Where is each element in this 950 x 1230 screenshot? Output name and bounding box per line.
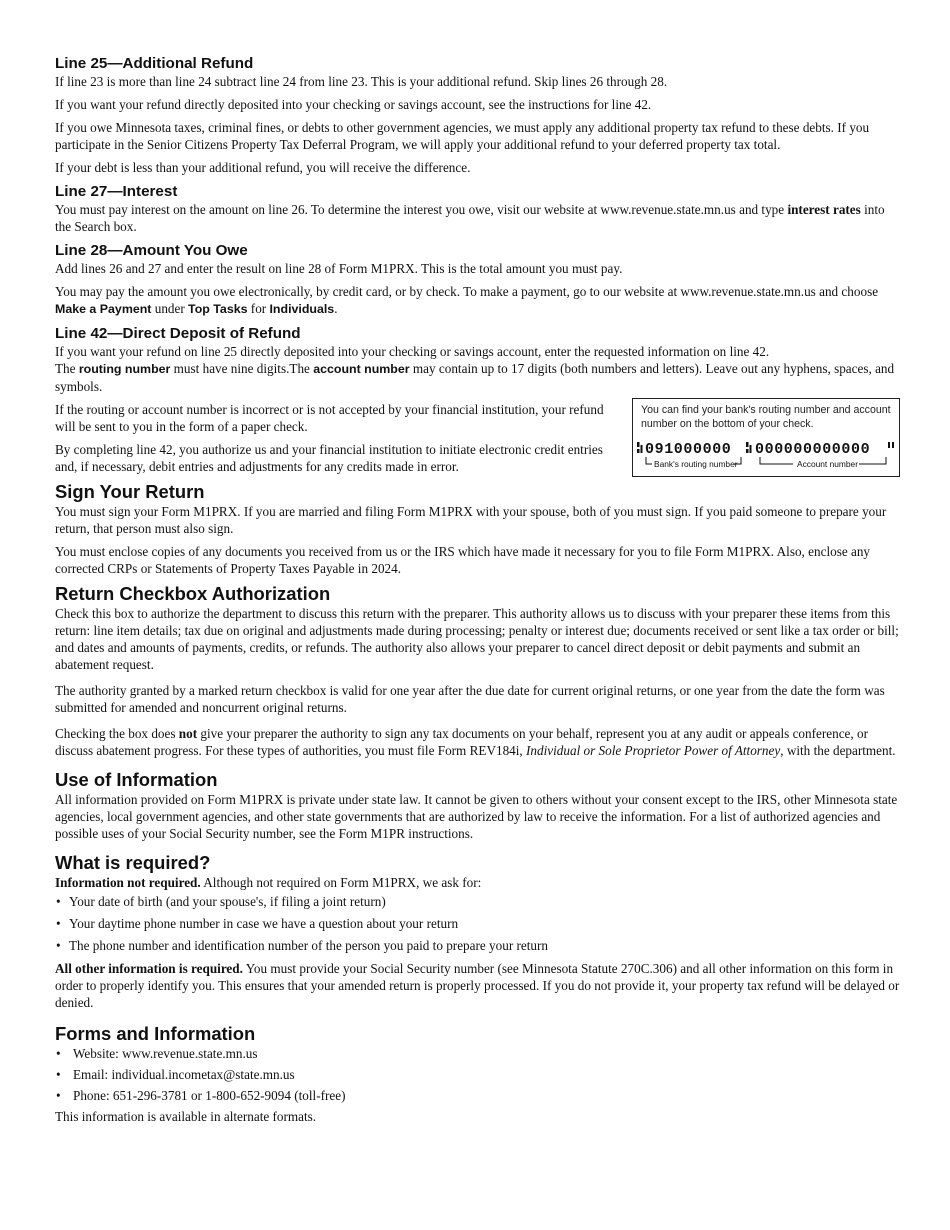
line42-paragraph-2: The routing number must have nine digits.The account number may contain up to 17 digits (both numbers and letters). Leave out any hyphens, spaces, and symbols.	[55, 361, 895, 394]
required-other-info: All other information is required. You must provide your Social Security number (see Minnesota Statute 270C.306) and all other information on this form in order to properly identify you. This ensures that your amended return is properly processed. If you do not provide it, your property tax refund will be delayed or denied.	[55, 961, 900, 1010]
checkbox-paragraph-1: Check this box to authorize the department to discuss this return with the preparer. This authority allows us to discuss with your preparer these items from this return: line item details; tax due on original and adjustments made during processing; penalty or interest due; documents received or sent like a tax order or bill; and dates and amounts of payments, credits, or refunds. The authority also allows your preparer to cancel direct deposit or debit payments and submit an abatement request.	[55, 606, 899, 672]
forms-list	[55, 1045, 903, 1104]
email-item: • Email: individual.incometax@state.mn.us	[55, 1066, 903, 1083]
what-is-required-heading: What is required?	[55, 852, 211, 873]
line25-paragraph-4: If your debt is less than your additional refund, you will receive the difference.	[55, 160, 471, 175]
list-item: • Your daytime phone number in case we have a question about your return	[55, 915, 903, 932]
line28-paragraph-1: Add lines 26 and 27 and enter the result on line 28 of Form M1PRX. This is the total amount you must pay.	[55, 261, 623, 276]
alternate-formats-note: This information is available in alternate formats.	[55, 1109, 317, 1124]
line25-paragraph-2: If you want your refund directly deposited into your checking or savings account, see the instructions for line 42.	[55, 97, 652, 112]
phone-item: • Phone: 651-296-3781 or 1-800-652-9094 (toll-free)	[55, 1087, 903, 1104]
routing-number-digits: 091000000	[645, 441, 732, 458]
line27-heading: Line 27—Interest	[55, 183, 178, 200]
check-example-box	[632, 398, 900, 477]
line42-paragraph-1: If you want your refund on line 25 directly deposited into your checking or savings account, enter the requested information on line 42.	[55, 344, 770, 359]
instructions-page	[55, 54, 903, 1131]
account-number-digits: 000000000000	[755, 441, 871, 458]
line25-paragraph-1: If line 23 is more than line 24 subtract line 24 from line 23. This is your additional refund. Skip lines 26 through 28.	[55, 74, 668, 89]
list-item: • The phone number and identification number of the person you paid to prepare your return	[55, 937, 903, 954]
micr-on-us-symbol	[888, 442, 894, 448]
checkbox-paragraph-3: Checking the box does not give your preparer the authority to sign any tax documents on your behalf, represent you at any audit or appeals conference, or discuss abatement progress. For these types of authorities, you must file Form REV184i, Individual or Sole Proprietor Power of Attorney, with the department.	[55, 726, 896, 758]
use-paragraph-1: All information provided on Form M1PRX is private under state law. It cannot be given to others without your consent except to the IRS, other Minnesota state agencies, local government agencies, and other state governments that are authorized by law to receive the information. For a list of authorized agencies and possible uses of your Social Security number, see the Form M1PR instructions.	[55, 792, 898, 841]
checkbox-paragraph-2: The authority granted by a marked return checkbox is valid for one year after the due date for current original returns, or one year from the date the form was submitted for amended and noncurrent original returns.	[55, 683, 885, 715]
sign-paragraph-1: You must sign your Form M1PRX. If you are married and filing Form M1PRX with your spouse, both of you must sign. If you paid someone to prepare your return, that person must also sign.	[55, 504, 887, 536]
required-list	[55, 893, 903, 954]
routing-bracket-left	[646, 457, 652, 464]
check-example-note: You can find your bank's routing number and account number on the bottom of your check.	[641, 404, 891, 430]
check-micr-illustration	[636, 439, 898, 475]
line28-paragraph-2: You may pay the amount you owe electronically, by credit card, or by check. To make a payment, go to our website at www.revenue.state.mn.us and choose Make a Payment under Top Tasks for Individuals.	[55, 284, 879, 316]
line27-paragraph-1: You must pay interest on the amount on line 26. To determine the interest you owe, visit our website at www.revenue.state.mn.us and type interest rates into the Search box.	[55, 202, 885, 234]
account-bracket-right	[859, 457, 886, 464]
line42-heading: Line 42—Direct Deposit of Refund	[55, 325, 301, 342]
use-of-information-heading: Use of Information	[55, 769, 218, 790]
required-intro: Information not required. Although not required on Form M1PRX, we ask for:	[55, 875, 482, 890]
direct-deposit-block	[55, 401, 903, 475]
forms-and-information-heading: Forms and Information	[55, 1023, 256, 1044]
account-number-label: Account number	[797, 459, 858, 469]
line42-paragraph-3: If the routing or account number is incorrect or is not accepted by your financial institution, your refund will be sent to you in the form of a paper check.	[55, 402, 604, 434]
sign-paragraph-2: You must enclose copies of any documents you received from us or the IRS which have made it necessary for you to file Form M1PRX. Also, enclose any corrected CRPs or Statements of Property Taxes Payable in 2024.	[55, 544, 871, 576]
line42-paragraph-4: By completing line 42, you authorize us and your financial institution to initiate electronic credit entries and, if necessary, debit entries and adjustments for any credits made in error.	[55, 442, 603, 474]
sign-return-heading: Sign Your Return	[55, 481, 205, 502]
account-bracket-left	[760, 457, 793, 464]
line25-paragraph-3: If you owe Minnesota taxes, criminal fines, or debts to other government agencies, we must apply any additional property tax refund to these debts. If you participate in the Senior Citizens Property Tax Deferral Program, we will apply your additional refund to your deferred property tax total.	[55, 120, 870, 152]
line25-heading: Line 25—Additional Refund	[55, 55, 254, 72]
direct-deposit-text	[55, 401, 627, 475]
website-item: • Website: www.revenue.state.mn.us	[55, 1045, 903, 1062]
micr-transit-symbol-2	[746, 442, 752, 453]
micr-transit-symbol	[637, 442, 643, 453]
list-item: • Your date of birth (and your spouse's, if filing a joint return)	[55, 893, 903, 910]
routing-number-label: Bank's routing number	[654, 459, 738, 469]
checkbox-authorization-heading: Return Checkbox Authorization	[55, 583, 331, 604]
line28-heading: Line 28—Amount You Owe	[55, 242, 248, 259]
